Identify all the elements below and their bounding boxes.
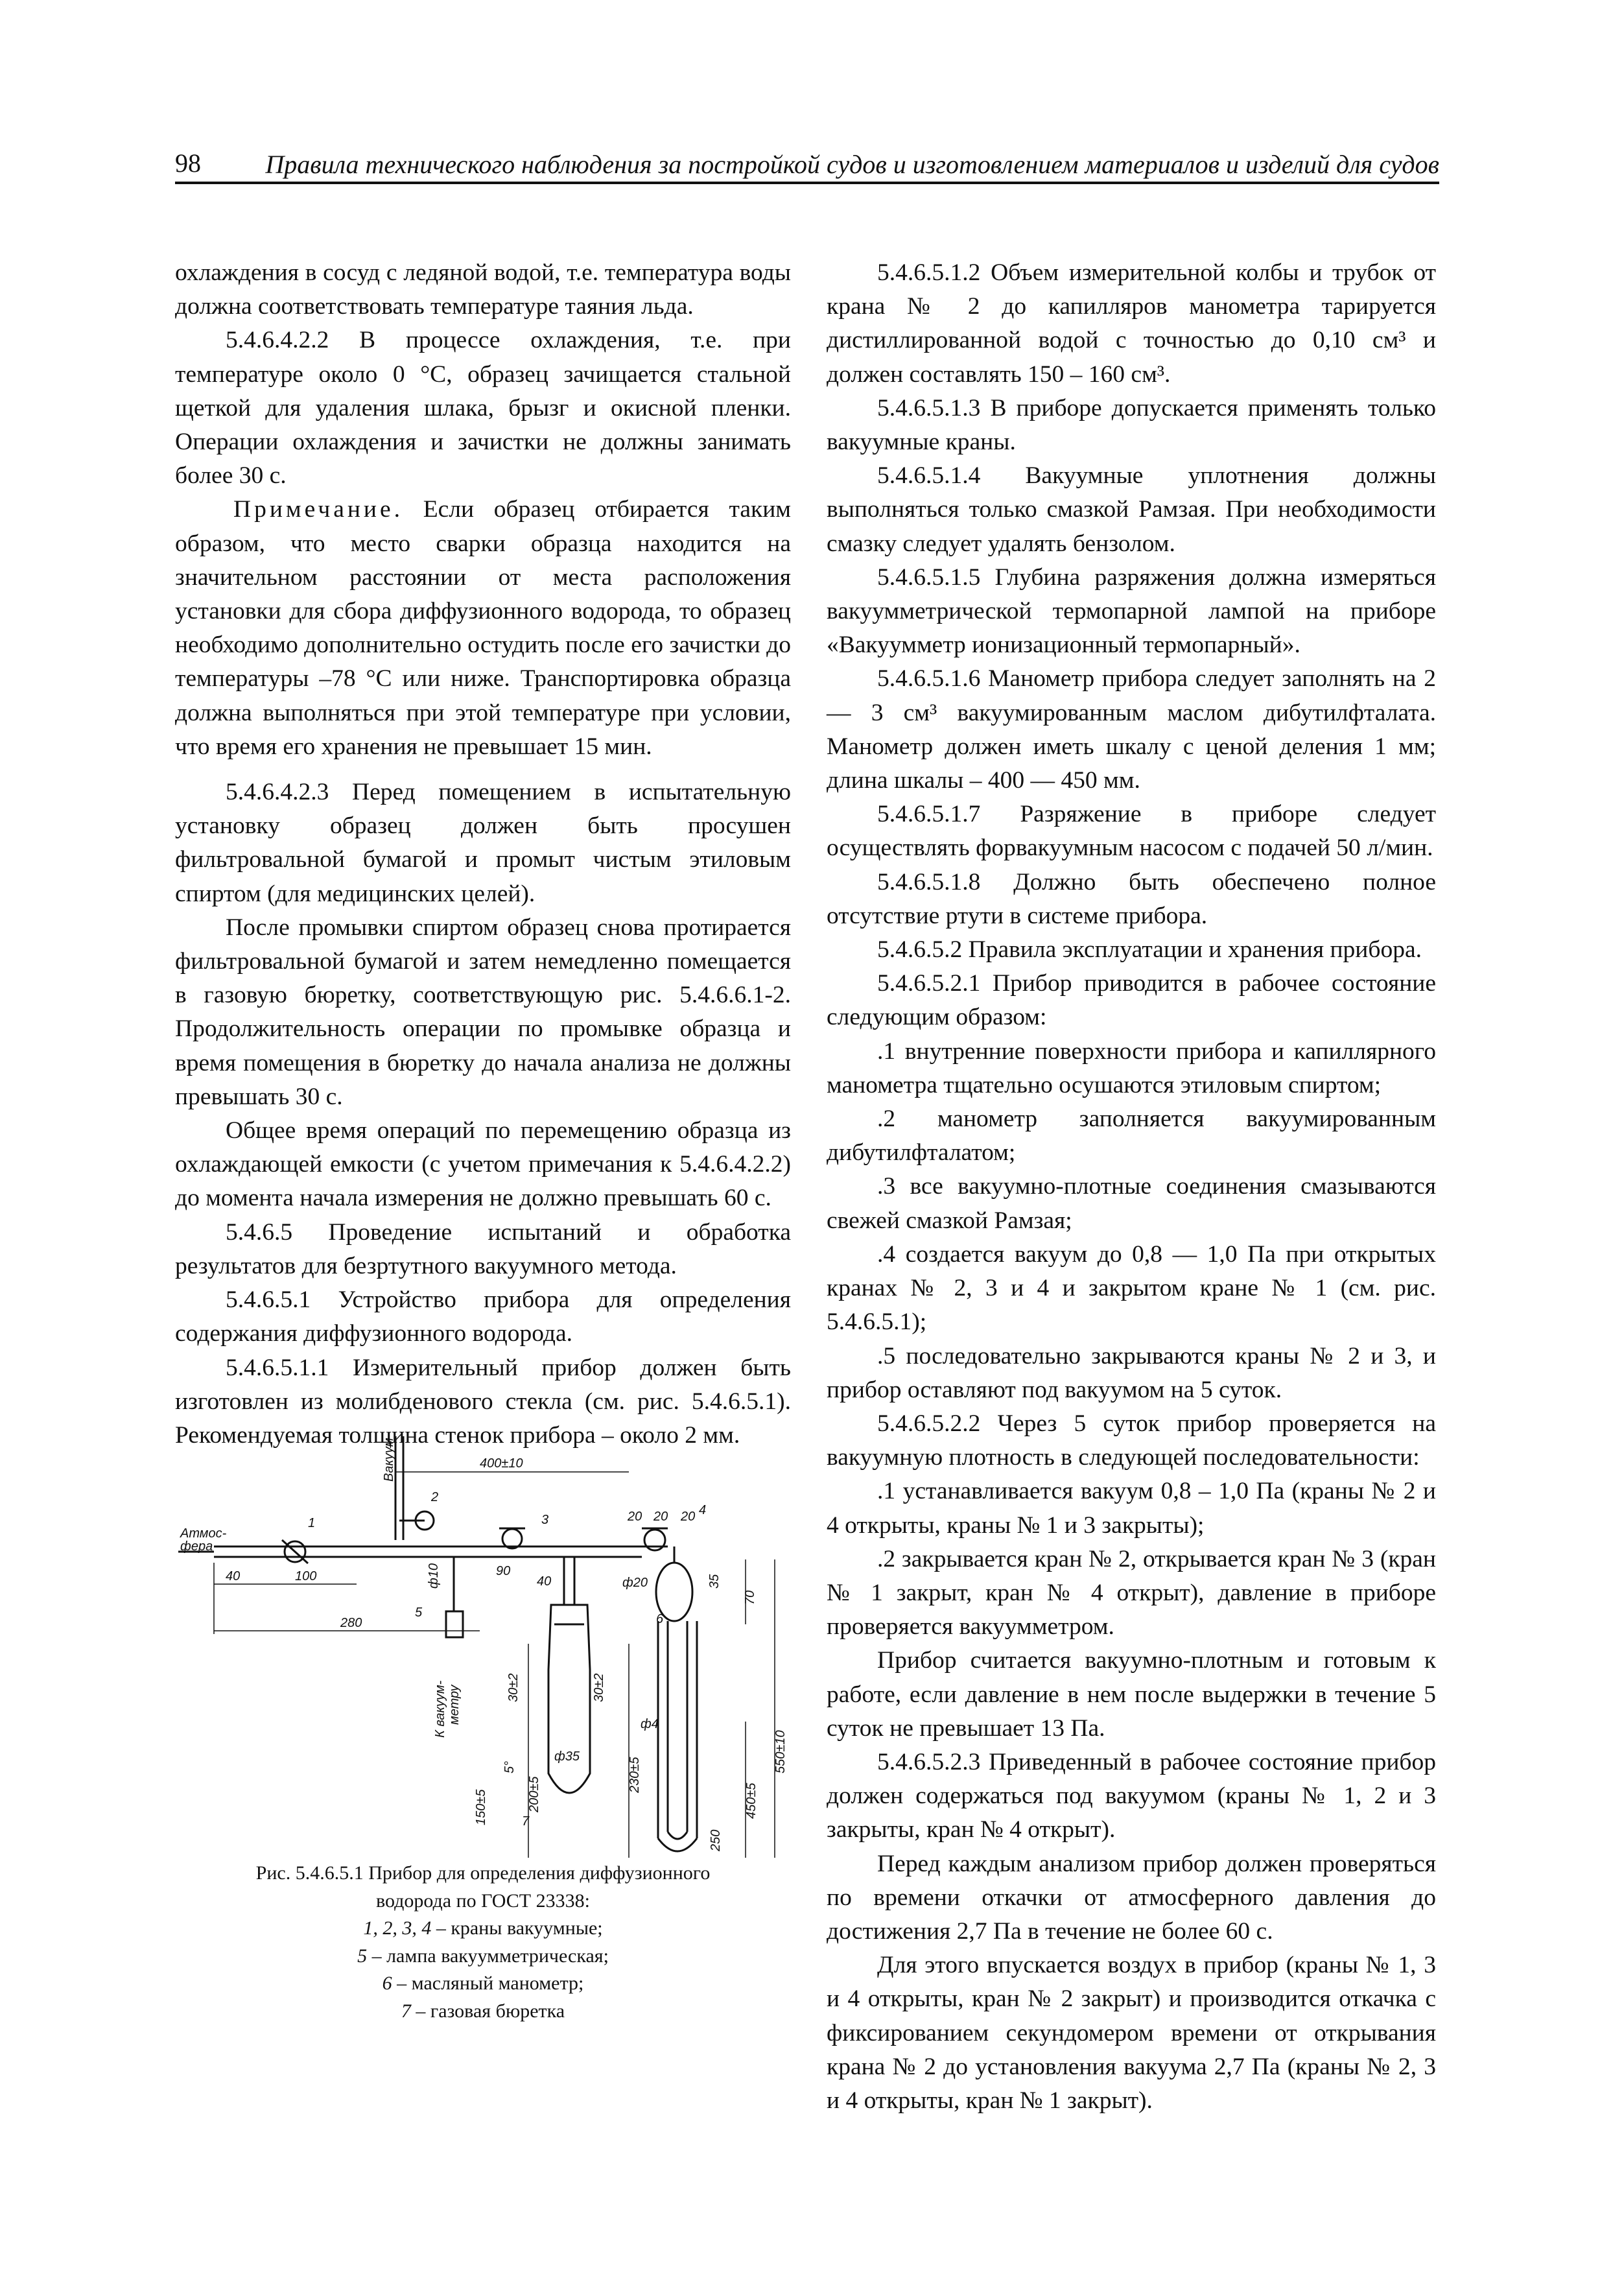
- item-text: создается вакуум до 0,8 — 1,0 Па при открытых кранах № 2, 3 и 4 и закрытом кране № 1 (см. рис. 5.4.6.5.1);: [827, 1240, 1436, 1336]
- manometer-u-bend: [668, 1832, 687, 1839]
- dimension-label: 90: [496, 1564, 511, 1578]
- dimension-label: 40: [537, 1574, 552, 1589]
- part-number: 3: [541, 1513, 549, 1527]
- figure-label: Атмос-: [180, 1526, 227, 1541]
- paragraph: После промывки спиртом образец снова протирается фильтровальной бумагой и затем немедленно помещается в газовую бюретку, соответствующую рис. 5.4.6.6.1-2. Продолжительность операции по промывке образца и время помещения в бюретку до начала анализа не должны превышать 30 с.: [175, 914, 791, 1110]
- note-text: Если образец отбирается таким образом, что место сварки образца находится на значительном расстоянии от места расположения установки для сбора диффузионного водорода, то образец необходимо дополнительно остудить после его зачистки до температуры –78 °С или ниже. Транспортировка образца должна выполняться при этой температуре при условии, что время его хранения не превышает 15 мин.: [175, 496, 791, 760]
- paragraph: Общее время операций по перемещению образца из охлаждающей емкости (с учетом примечания к 5.4.6.4.2.2) до момента начала измерения не должно превышать 60 с.: [175, 1117, 791, 1212]
- apparatus-drawing: [175, 1410, 791, 1867]
- clause-number: 5.4.6.5.2: [877, 936, 963, 964]
- list-item: [827, 1543, 1436, 1644]
- manometer-u-bend: [658, 1838, 697, 1851]
- dimension-label: 450±5: [744, 1783, 759, 1819]
- caption-line: [175, 1915, 791, 1943]
- clause-text: Устройство прибора для определения содержания диффузионного водорода.: [175, 1286, 791, 1347]
- caption-line: [175, 1998, 791, 2026]
- clause-text: Через 5 суток прибор проверяется на вакуумную плотность в следующей последовательности:: [827, 1410, 1436, 1471]
- caption-key: 5: [357, 1945, 368, 1967]
- dimension-label: 100: [295, 1569, 317, 1583]
- paragraph: [175, 1216, 791, 1283]
- item-number: .4: [877, 1240, 896, 1268]
- item-text: внутренние поверхности прибора и капиллярного манометра тщательно осушаются этиловым спиртом;: [827, 1037, 1436, 1098]
- clause-number: 5.4.6.5.2.3: [877, 1748, 981, 1775]
- item-text: манометр заполняется вакуумированным дибутилфталатом;: [827, 1106, 1436, 1167]
- caption-line: водорода по ГОСТ 23338:: [376, 1890, 590, 1912]
- clause-text: Разряжение в приборе следует осуществлять форвакуумным насосом с подачей 50 л/мин.: [827, 801, 1436, 862]
- clause-number: 5.4.6.5: [226, 1218, 293, 1246]
- clause-number: 5.4.6.4.2.2: [226, 327, 329, 354]
- item-number: .2: [877, 1106, 896, 1133]
- clause-number: 5.4.6.5.2.2: [877, 1410, 981, 1437]
- paragraph: Перед каждым анализом прибор должен проверяться по времени откачки от атмосферного давления до достижения 2,7 Па в течение не более 60 с.: [827, 1850, 1436, 1945]
- page-header: [175, 148, 1439, 184]
- caption-line: [175, 1970, 791, 1998]
- dimension-label: 70: [743, 1590, 757, 1605]
- part-number: 5: [415, 1606, 423, 1620]
- clause-number: 5.4.6.5.1.7: [877, 801, 981, 828]
- running-title: Правила технического наблюдения за постройкой судов и изготовлением материалов и изделий для судов: [265, 150, 1439, 179]
- item-number: .3: [877, 1173, 896, 1200]
- clause-text: Вакуумные уплотнения должны выполняться только смазкой Рамзая. При необходимости смазку следует удалять бензолом.: [827, 462, 1436, 557]
- left-column: [175, 256, 791, 1452]
- part-number: 4: [699, 1503, 707, 1517]
- item-number: .5: [877, 1342, 896, 1369]
- figure-label: фера: [180, 1539, 213, 1554]
- paragraph: [827, 662, 1436, 798]
- figure-caption: [175, 1860, 791, 2025]
- dimension-label: ф20: [622, 1576, 648, 1590]
- caption-key: 7: [401, 2000, 411, 2022]
- figure-label: Вакуум: [382, 1438, 396, 1482]
- dimension-label: 30±2: [506, 1673, 521, 1702]
- dimension-label: 150±5: [474, 1789, 488, 1825]
- clause-text: Приведенный в рабочее состояние прибор должен содержаться под вакуумом (краны № 1, 2 и 3 закрыты, кран № 4 открыт).: [827, 1748, 1436, 1843]
- clause-text: Прибор приводится в рабочее состояние следующим образом:: [827, 970, 1436, 1031]
- page-number: 98: [175, 148, 201, 178]
- dimension-label: 40: [226, 1569, 241, 1583]
- clause-number: 5.4.6.5.1: [226, 1286, 311, 1314]
- clause-number: 5.4.6.5.1.3: [877, 394, 981, 421]
- paragraph: [827, 798, 1436, 865]
- clause-number: 5.4.6.5.1.2: [877, 259, 981, 286]
- paragraph: [827, 1746, 1436, 1847]
- clause-number: 5.4.6.5.1.6: [877, 665, 981, 693]
- dimension-label: 35: [707, 1574, 722, 1589]
- note: [175, 493, 791, 764]
- clause-number: 5.4.6.5.1.1: [226, 1354, 329, 1381]
- clause-number: 5.4.6.5.1.4: [877, 462, 981, 490]
- clause-text: В приборе допускается применять только вакуумные краны.: [827, 394, 1436, 456]
- clause-text: Должно быть обеспечено полное отсутствие ртути в системе прибора.: [827, 868, 1436, 929]
- caption-key: 1, 2, 3, 4: [363, 1917, 432, 1939]
- tap-1-handle: [282, 1540, 308, 1563]
- part-number: 2: [431, 1490, 439, 1504]
- dimension-label: ф35: [554, 1749, 580, 1764]
- gas-burette: [548, 1605, 590, 1793]
- clause-text: Правила эксплуатации и хранения прибора.: [962, 936, 1422, 964]
- figure-label: К вакуум-: [433, 1680, 447, 1738]
- clause-text: Перед помещением в испытательную установку образец должен быть просушен фильтровальной бумагой и промыт чистым этиловым спиртом (для медицинских целей).: [175, 779, 791, 907]
- paragraph: [827, 967, 1436, 1034]
- item-text: закрывается кран № 2, открывается кран № 3 (кран № 1 закрыт, кран № 4 открыт), давление в приборе проверяется вакуумметром.: [827, 1545, 1436, 1641]
- caption-line: Рис. 5.4.6.5.1 Прибор для определения диффузионного: [255, 1862, 711, 1884]
- clause-text: Манометр прибора следует заполнять на 2 — 3 см³ вакуумированным маслом дибутилфталата. Манометр должен иметь шкалу с ценой деления 1 мм; длина шкалы – 400 — 450 мм.: [827, 665, 1436, 794]
- paragraph: Для этого впускается воздух в прибор (краны № 1, 3 и 4 открыты, кран № 2 закрыт) и производится откачка с фиксированием секундомером времени от открывания крана № 2 до установления вакуума 2,7 Па (краны № 2, 3 и 4 открыты, кран № 1 закрыт).: [827, 1952, 1436, 2114]
- item-number: .1: [877, 1037, 896, 1065]
- paragraph: [827, 866, 1436, 933]
- caption-text: – краны вакуумные;: [431, 1917, 603, 1939]
- item-text: последовательно закрываются краны № 2 и 3, и прибор оставляют под вакуумом на 5 суток.: [827, 1342, 1436, 1403]
- dimension-label: 5°: [502, 1760, 517, 1773]
- clause-number: 5.4.6.5.1.5: [877, 563, 981, 591]
- right-column: [827, 256, 1436, 2118]
- part-number: 1: [308, 1516, 316, 1530]
- list-item: [827, 1170, 1436, 1237]
- list-item: [827, 1340, 1436, 1407]
- vacuum-lamp: [446, 1611, 463, 1637]
- clause-text: В процессе охлаждения, т.е. при температуре около 0 °С, образец зачищается стальной щеткой для удаления шлака, брызг и окисной пленки. Операции охлаждения и зачистки не должны занимать более 30 с.: [175, 327, 791, 490]
- item-text: все вакуумно-плотные соединения смазываются свежей смазкой Рамзая;: [827, 1173, 1436, 1234]
- dimension-label: 30±2: [592, 1673, 606, 1702]
- dimension-label: ф10: [427, 1563, 441, 1589]
- paragraph: [175, 1283, 791, 1351]
- caption-text: – лампа вакуумметрическая;: [367, 1945, 609, 1967]
- caption-text: – масляный манометр;: [392, 1973, 584, 1994]
- caption-text: – газовая бюретка: [410, 2000, 565, 2022]
- dimension-label: ф4: [641, 1717, 659, 1731]
- dimension-label: 200±5: [527, 1776, 541, 1812]
- paragraph: [827, 933, 1436, 967]
- paragraph: [827, 392, 1436, 459]
- clause-number: 5.4.6.4.2.3: [226, 779, 329, 806]
- list-item: [827, 1102, 1436, 1170]
- paragraph: Прибор считается вакуумно-плотным и готовым к работе, если давление в нем после выдержки в течение 5 суток не превышает 13 Па.: [827, 1647, 1436, 1742]
- item-number: .2: [877, 1545, 896, 1572]
- apparatus-figure: [175, 1410, 791, 1867]
- paragraph: [827, 256, 1436, 392]
- clause-text: Проведение испытаний и обработка результатов для безртутного вакуумного метода.: [175, 1218, 791, 1279]
- dimension-label: 250: [709, 1829, 723, 1851]
- list-item: [827, 1475, 1436, 1542]
- part-number: 6: [656, 1612, 664, 1626]
- item-number: .1: [877, 1478, 896, 1505]
- dimension-label: 230±5: [628, 1757, 642, 1793]
- item-text: устанавливается вакуум 0,8 – 1,0 Па (краны № 2 и 4 открыты, краны № 1 и 3 закрыты);: [827, 1478, 1436, 1539]
- clause-number: 5.4.6.5.2.1: [877, 970, 981, 997]
- part-number: 7: [522, 1814, 530, 1829]
- dimension-label: 550±10: [773, 1730, 788, 1773]
- clause-number: 5.4.6.5.1.8: [877, 868, 981, 895]
- dimension-label: 20: [628, 1510, 642, 1524]
- note-label: Примечание.: [233, 496, 404, 523]
- caption-key: 6: [382, 1973, 392, 1994]
- dimension-label: 20: [681, 1510, 696, 1524]
- caption-line: [175, 1943, 791, 1971]
- list-item: [827, 1238, 1436, 1340]
- paragraph: [827, 459, 1436, 561]
- dimension-label: 20: [653, 1510, 668, 1524]
- paragraph: охлаждения в сосуд с ледяной водой, т.е. температура воды должна соответствовать температуре таяния льда.: [175, 259, 791, 320]
- figure-label: метру: [447, 1685, 462, 1725]
- paragraph: [827, 561, 1436, 663]
- list-item: [827, 1035, 1436, 1102]
- clause-text: Объем измерительной колбы и трубок от крана № 2 до капилляров манометра тарируется дистиллированной водой с точностью до 0,10 см³ и должен составлять 150 – 160 см³.: [827, 259, 1436, 388]
- paragraph: [175, 776, 791, 911]
- paragraph: [175, 324, 791, 493]
- paragraph: [827, 1407, 1436, 1475]
- dimension-label: 280: [340, 1616, 362, 1630]
- clause-text: Измерительный прибор должен быть изготовлен из молибденового стекла (см. рис. 5.4.6.5.1). Рекомендуемая толщина стенок прибора – около 2 мм.: [175, 1354, 791, 1449]
- dimension-label: 400±10: [480, 1456, 523, 1471]
- clause-text: Глубина разряжения должна измеряться вакуумметрической термопарной лампой на приборе «Вакуумметр ионизационный термопарный».: [827, 563, 1436, 659]
